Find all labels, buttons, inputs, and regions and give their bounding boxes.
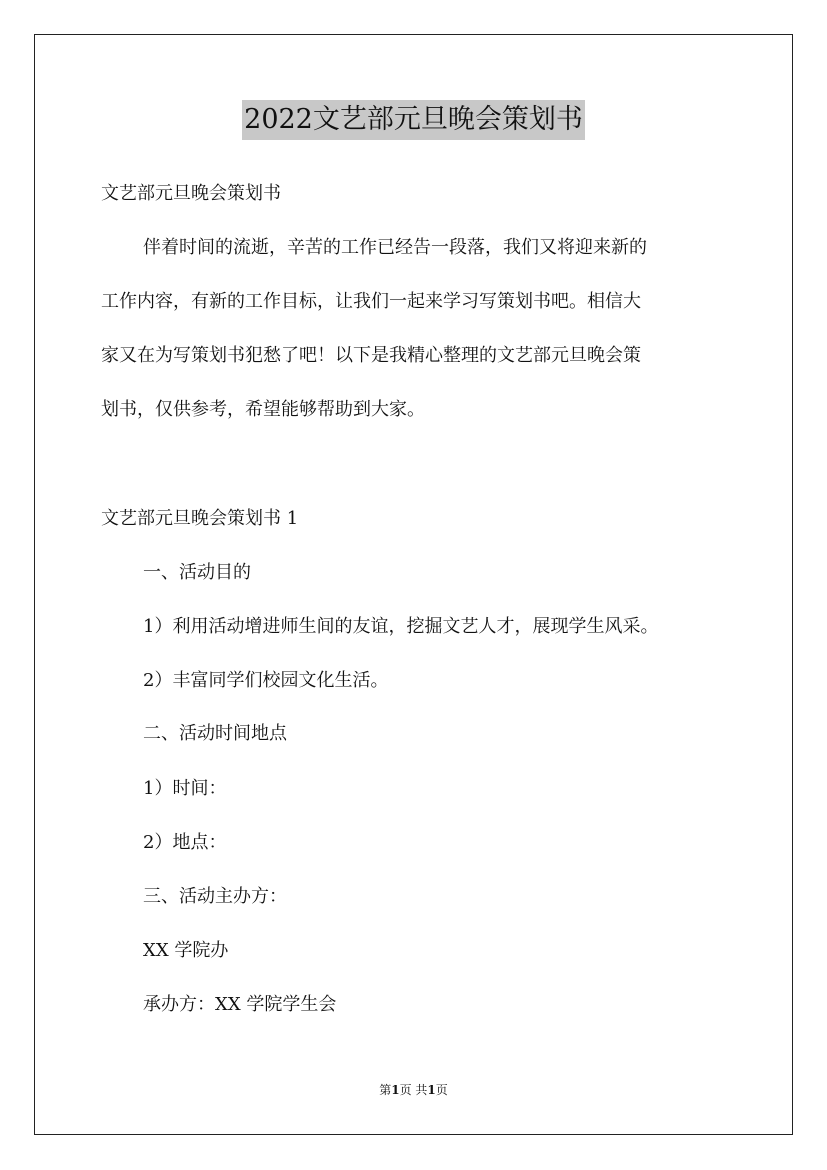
document-title: 2022文艺部元旦晚会策划书 bbox=[242, 100, 585, 140]
title-container bbox=[0, 100, 827, 140]
item-line: 1）时间： bbox=[143, 778, 227, 799]
section-heading: 文艺部元旦晚会策划书 1 bbox=[101, 508, 299, 529]
intro-line-3: 家又在为写策划书犯愁了吧！以下是我精心整理的文艺部元旦晚会策 bbox=[101, 345, 641, 366]
item-line: 二、活动时间地点 bbox=[143, 723, 287, 744]
footer-mid: 页 共 bbox=[399, 1083, 428, 1097]
footer-page-total: 1 bbox=[427, 1083, 436, 1097]
item-line: 2）丰富同学们校园文化生活。 bbox=[143, 670, 389, 691]
intro-line-1: 伴着时间的流逝，辛苦的工作已经告一段落，我们又将迎来新的 bbox=[143, 237, 647, 258]
footer-prefix: 第 bbox=[379, 1083, 392, 1097]
item-line: 一、活动目的 bbox=[143, 562, 251, 583]
footer-suffix: 页 bbox=[435, 1083, 448, 1097]
item-line: 三、活动主办方： bbox=[143, 886, 287, 907]
intro-line-2: 工作内容，有新的工作目标，让我们一起来学习写策划书吧。相信大 bbox=[101, 291, 641, 312]
item-line: 1）利用活动增进师生间的友谊，挖掘文艺人才，展现学生风采。 bbox=[143, 616, 659, 637]
page-footer bbox=[0, 1082, 827, 1098]
footer-page-number: 1 bbox=[391, 1083, 400, 1097]
item-line: 承办方：XX 学院学生会 bbox=[143, 994, 337, 1015]
item-line: 2）地点： bbox=[143, 832, 227, 853]
intro-line-4: 划书，仅供参考，希望能够帮助到大家。 bbox=[101, 399, 425, 420]
item-line: XX 学院办 bbox=[143, 940, 229, 961]
document-subtitle: 文艺部元旦晚会策划书 bbox=[101, 183, 281, 204]
